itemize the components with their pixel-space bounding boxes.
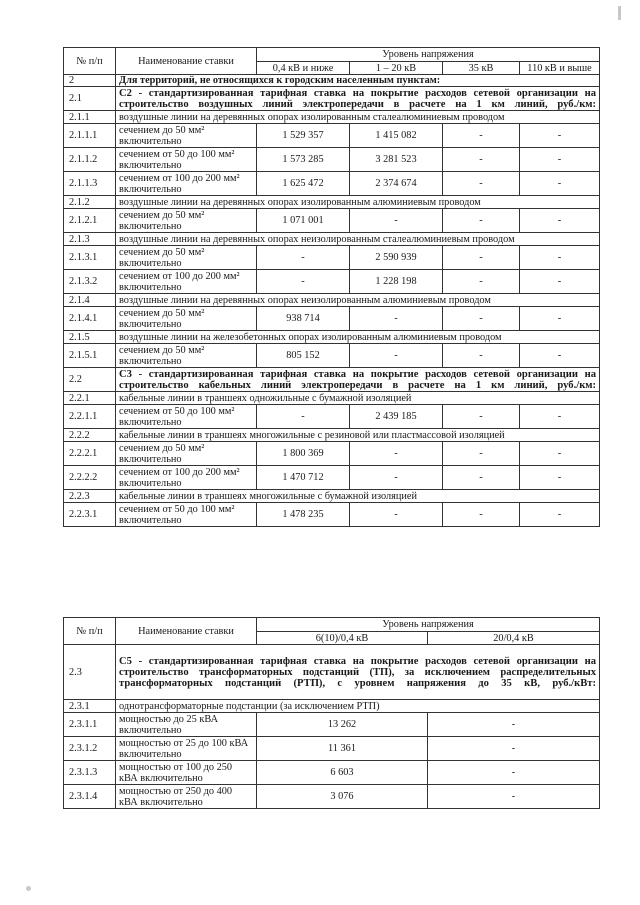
rate-value: 1 470 712 xyxy=(257,466,350,490)
table-row xyxy=(64,429,600,442)
rate-value: - xyxy=(520,270,600,294)
tariff-table-substations xyxy=(63,617,600,809)
rate-value: - xyxy=(350,209,443,233)
row-number: 2.3.1 xyxy=(64,700,116,713)
header-level: 35 кВ xyxy=(443,62,520,75)
rate-value: 1 625 472 xyxy=(257,172,350,196)
table-row xyxy=(64,405,600,429)
rate-value: - xyxy=(257,405,350,429)
row-number: 2.2.1 xyxy=(64,392,116,405)
group-heading: воздушные линии на деревянных опорах неизолированным сталеалюминиевым проводом xyxy=(116,233,600,246)
row-number: 2.2.2.1 xyxy=(64,442,116,466)
rate-value: - xyxy=(520,124,600,148)
table-row xyxy=(64,368,600,392)
header-level: 6(10)/0,4 кВ xyxy=(257,632,428,645)
table-row xyxy=(64,761,600,785)
scan-artifact xyxy=(618,6,621,20)
table-row xyxy=(64,442,600,466)
header-name: Наименование ставки xyxy=(116,618,257,645)
section-heading: Для территорий, не относящихся к городским населенным пунктам: xyxy=(116,75,600,87)
tariff-table-lines xyxy=(63,47,600,527)
group-heading: воздушные линии на деревянных опорах неизолированным алюминиевым проводом xyxy=(116,294,600,307)
header-level: 0,4 кВ и ниже xyxy=(257,62,350,75)
row-number: 2.2.2.2 xyxy=(64,466,116,490)
table-row xyxy=(64,148,600,172)
rate-value: - xyxy=(520,148,600,172)
header-name: Наименование ставки xyxy=(116,48,257,75)
rate-name: сечением до 50 мм² включительно xyxy=(116,344,257,368)
row-number: 2.1.3 xyxy=(64,233,116,246)
rate-value: 2 590 939 xyxy=(350,246,443,270)
rate-value: - xyxy=(350,503,443,527)
rate-value: 805 152 xyxy=(257,344,350,368)
group-heading: однотрансформаторные подстанции (за исключением РТП) xyxy=(116,700,600,713)
row-number: 2.1.1 xyxy=(64,111,116,124)
rate-name: сечением до 50 мм² включительно xyxy=(116,124,257,148)
row-number: 2.3.1.1 xyxy=(64,713,116,737)
row-number: 2.1.2.1 xyxy=(64,209,116,233)
header-voltage: Уровень напряжения xyxy=(257,48,600,62)
rate-value: 6 603 xyxy=(257,761,428,785)
rate-name: сечением до 50 мм² включительно xyxy=(116,246,257,270)
rate-value: - xyxy=(520,209,600,233)
rate-value: - xyxy=(520,503,600,527)
rate-value: - xyxy=(443,503,520,527)
rate-value: - xyxy=(520,307,600,331)
row-number: 2.3 xyxy=(64,645,116,700)
rate-value: 2 374 674 xyxy=(350,172,443,196)
header-level: 20/0,4 кВ xyxy=(428,632,600,645)
table-row xyxy=(64,209,600,233)
row-number: 2.1.5 xyxy=(64,331,116,344)
header-voltage: Уровень напряжения xyxy=(257,618,600,632)
header-num: № п/п xyxy=(64,618,116,645)
rate-value: 938 714 xyxy=(257,307,350,331)
row-number: 2.3.1.2 xyxy=(64,737,116,761)
table-row xyxy=(64,270,600,294)
table-row xyxy=(64,737,600,761)
header-level: 1 – 20 кВ xyxy=(350,62,443,75)
row-number: 2.3.1.4 xyxy=(64,785,116,809)
rate-value: 3 281 523 xyxy=(350,148,443,172)
rate-value: - xyxy=(428,785,600,809)
table-row xyxy=(64,466,600,490)
rate-value: 11 361 xyxy=(257,737,428,761)
row-number: 2.1.4 xyxy=(64,294,116,307)
group-heading: кабельные линии в траншеях многожильные с бумажной изоляцией xyxy=(116,490,600,503)
table-row xyxy=(64,124,600,148)
rate-value: - xyxy=(443,466,520,490)
rate-value: 1 478 235 xyxy=(257,503,350,527)
rate-value: 1 800 369 xyxy=(257,442,350,466)
rate-value: - xyxy=(443,442,520,466)
rate-name: сечением до 50 мм² включительно xyxy=(116,307,257,331)
rate-heading: С2 - стандартизированная тарифная ставка на покрытие расходов сетевой организации на строительство воздушных линий электропередачи в расчете на 1 км линий, руб./км: xyxy=(116,87,600,111)
row-number: 2.2 xyxy=(64,368,116,392)
row-number: 2.1.1.2 xyxy=(64,148,116,172)
rate-value: - xyxy=(350,466,443,490)
rate-value: - xyxy=(443,270,520,294)
rate-value: - xyxy=(443,307,520,331)
rate-value: - xyxy=(520,344,600,368)
rate-value: - xyxy=(350,307,443,331)
row-number: 2.1.3.2 xyxy=(64,270,116,294)
table-row xyxy=(64,87,600,111)
rate-value: - xyxy=(257,270,350,294)
table-row xyxy=(64,294,600,307)
table-row xyxy=(64,111,600,124)
table-row xyxy=(64,196,600,209)
group-heading: кабельные линии в траншеях одножильные с бумажной изоляцией xyxy=(116,392,600,405)
rate-value: - xyxy=(428,713,600,737)
rate-heading: С5 - стандартизированная тарифная ставка на покрытие расходов сетевой организации на строительство трансформаторных подстанций (ТП), за исключением распределительных трансформаторных подстанций (РТП), с уровнем напряжения до 35 кВ, руб./кВт: xyxy=(116,645,600,700)
table-row xyxy=(64,645,600,700)
row-number: 2.1.3.1 xyxy=(64,246,116,270)
table-row xyxy=(64,503,600,527)
row-number: 2.1 xyxy=(64,87,116,111)
header-num: № п/п xyxy=(64,48,116,75)
table-row xyxy=(64,344,600,368)
rate-name: мощностью до 25 кВА включительно xyxy=(116,713,257,737)
rate-value: 2 439 185 xyxy=(350,405,443,429)
rate-name: сечением от 50 до 100 мм² включительно xyxy=(116,405,257,429)
rate-value: - xyxy=(443,246,520,270)
rate-value: - xyxy=(257,246,350,270)
row-number: 2.1.1.1 xyxy=(64,124,116,148)
rate-heading: С3 - стандартизированная тарифная ставка на покрытие расходов сетевой организации на строительство кабельных линий электропередачи в расчете на 1 км линий, руб./км: xyxy=(116,368,600,392)
rate-value: 1 228 198 xyxy=(350,270,443,294)
rate-name: сечением от 100 до 200 мм² включительно xyxy=(116,466,257,490)
row-number: 2.1.5.1 xyxy=(64,344,116,368)
rate-value: - xyxy=(443,124,520,148)
header-level: 110 кВ и выше xyxy=(520,62,600,75)
rate-value: 3 076 xyxy=(257,785,428,809)
row-number: 2.1.2 xyxy=(64,196,116,209)
row-number: 2.3.1.3 xyxy=(64,761,116,785)
row-number: 2.2.3.1 xyxy=(64,503,116,527)
table-row xyxy=(64,392,600,405)
table-row xyxy=(64,246,600,270)
rate-name: сечением от 50 до 100 мм² включительно xyxy=(116,148,257,172)
rate-name: мощностью от 100 до 250 кВА включительно xyxy=(116,761,257,785)
rate-name: сечением до 50 мм² включительно xyxy=(116,442,257,466)
rate-name: сечением от 50 до 100 мм² включительно xyxy=(116,503,257,527)
rate-value: - xyxy=(443,148,520,172)
rate-value: - xyxy=(520,466,600,490)
rate-value: - xyxy=(428,761,600,785)
table-row xyxy=(64,75,600,87)
rate-value: - xyxy=(350,344,443,368)
table-row xyxy=(64,490,600,503)
rate-name: сечением от 100 до 200 мм² включительно xyxy=(116,172,257,196)
table-row xyxy=(64,713,600,737)
row-number: 2.1.4.1 xyxy=(64,307,116,331)
rate-value: 1 529 357 xyxy=(257,124,350,148)
rate-name: сечением до 50 мм² включительно xyxy=(116,209,257,233)
group-heading: воздушные линии на железобетонных опорах изолированным алюминиевым проводом xyxy=(116,331,600,344)
rate-value: - xyxy=(443,172,520,196)
rate-value: 1 415 082 xyxy=(350,124,443,148)
rate-value: 1 071 001 xyxy=(257,209,350,233)
row-number: 2.2.3 xyxy=(64,490,116,503)
rate-value: 13 262 xyxy=(257,713,428,737)
rate-value: - xyxy=(443,209,520,233)
scan-artifact xyxy=(26,886,31,891)
group-heading: кабельные линии в траншеях многожильные с резиновой или пластмассовой изоляцией xyxy=(116,429,600,442)
table-row xyxy=(64,331,600,344)
rate-value: - xyxy=(520,442,600,466)
group-heading: воздушные линии на деревянных опорах изолированным сталеалюминиевым проводом xyxy=(116,111,600,124)
rate-value: - xyxy=(443,344,520,368)
rate-value: 1 573 285 xyxy=(257,148,350,172)
table-row xyxy=(64,700,600,713)
row-number: 2.1.1.3 xyxy=(64,172,116,196)
row-number: 2 xyxy=(64,75,116,87)
table-row xyxy=(64,172,600,196)
rate-value: - xyxy=(520,172,600,196)
table-row xyxy=(64,785,600,809)
row-number: 2.2.1.1 xyxy=(64,405,116,429)
rate-name: сечением от 100 до 200 мм² включительно xyxy=(116,270,257,294)
rate-name: мощностью от 250 до 400 кВА включительно xyxy=(116,785,257,809)
row-number: 2.2.2 xyxy=(64,429,116,442)
rate-value: - xyxy=(443,405,520,429)
table-row xyxy=(64,233,600,246)
group-heading: воздушные линии на деревянных опорах изолированным алюминиевым проводом xyxy=(116,196,600,209)
rate-value: - xyxy=(428,737,600,761)
rate-value: - xyxy=(520,405,600,429)
rate-value: - xyxy=(350,442,443,466)
rate-name: мощностью от 25 до 100 кВА включительно xyxy=(116,737,257,761)
rate-value: - xyxy=(520,246,600,270)
table-row xyxy=(64,307,600,331)
